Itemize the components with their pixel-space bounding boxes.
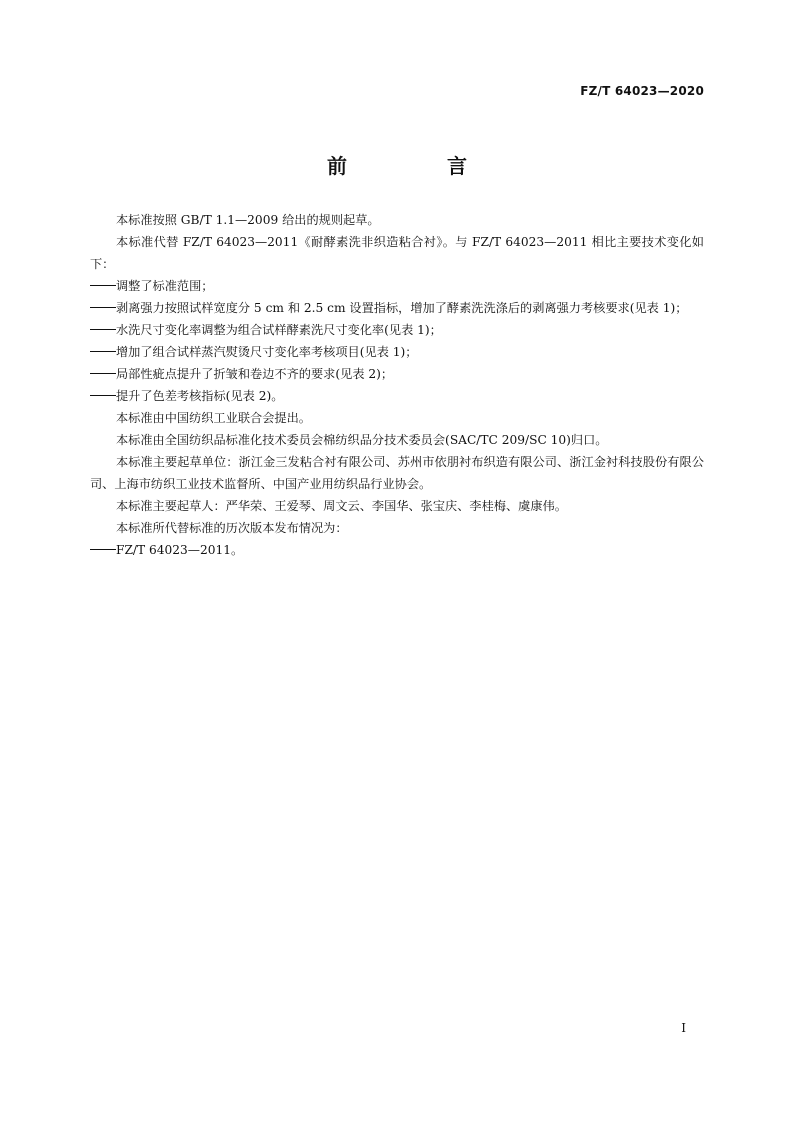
em-dash-marker <box>90 275 116 297</box>
paragraph-drafting-rules: 本标准按照 GB/T 1.1—2009 给出的规则起草。 <box>116 213 380 227</box>
paragraph-version-history-intro: 本标准所代替标准的历次版本发布情况为： <box>116 521 348 535</box>
change-list-item-text: 水洗尺寸变化率调整为组合试样酵素洗尺寸变化率(见表 1)； <box>116 323 442 337</box>
em-dash-marker <box>90 319 116 341</box>
change-list-item-text: 调整了标准范围； <box>116 279 214 293</box>
paragraph-drafters: 本标准主要起草人：严华荣、王爱琴、周文云、李国华、张宝庆、李桂梅、虞康伟。 <box>116 499 567 513</box>
em-dash-marker <box>90 539 116 561</box>
em-dash-marker <box>90 297 116 319</box>
change-list-item <box>90 341 704 363</box>
change-list-item <box>90 275 704 297</box>
em-dash-marker <box>90 385 116 407</box>
em-dash-marker <box>90 341 116 363</box>
history-list-item <box>90 539 704 561</box>
change-list-item-text: 局部性疵点提升了折皱和卷边不齐的要求(见表 2)； <box>116 367 394 381</box>
paragraph-proposed-by: 本标准由中国纺织工业联合会提出。 <box>116 411 311 425</box>
change-list-item <box>90 385 704 407</box>
change-list-item-text: 剥离强力按照试样宽度分 5 cm 和 2.5 cm 设置指标，增加了酵素洗洗涤后的剥离强力考核要求(见表 1)； <box>116 301 688 315</box>
history-list-item-text: FZ/T 64023—2011。 <box>116 543 244 557</box>
foreword-body <box>90 209 704 561</box>
change-list-item <box>90 319 704 341</box>
change-list-item-text: 提升了色差考核指标(见表 2)。 <box>116 389 284 403</box>
page-number: I <box>681 1021 686 1035</box>
em-dash-marker <box>90 363 116 385</box>
change-list-item-text: 增加了组合试样蒸汽熨烫尺寸变化率考核项目(见表 1)； <box>116 345 418 359</box>
paragraph-replaces-standard: 本标准代替 FZ/T 64023—2011《耐酵素洗非织造粘合衬》。与 FZ/T 64023—2011 相比主要技术变化如下： <box>90 235 704 271</box>
paragraph-drafting-units: 本标准主要起草单位：浙江金三发粘合衬有限公司、苏州市依朋衬布织造有限公司、浙江金衬科技股份有限公司、上海市纺织工业技术监督所、中国产业用纺织品行业协会。 <box>90 455 704 491</box>
standard-code-header: FZ/T 64023—2020 <box>580 84 704 98</box>
paragraph-under-jurisdiction: 本标准由全国纺织品标准化技术委员会棉纺织品分技术委员会(SAC/TC 209/SC 10)归口。 <box>116 433 608 447</box>
change-list-item <box>90 297 704 319</box>
page-title: 前 言 <box>327 154 507 178</box>
change-list-item <box>90 363 704 385</box>
